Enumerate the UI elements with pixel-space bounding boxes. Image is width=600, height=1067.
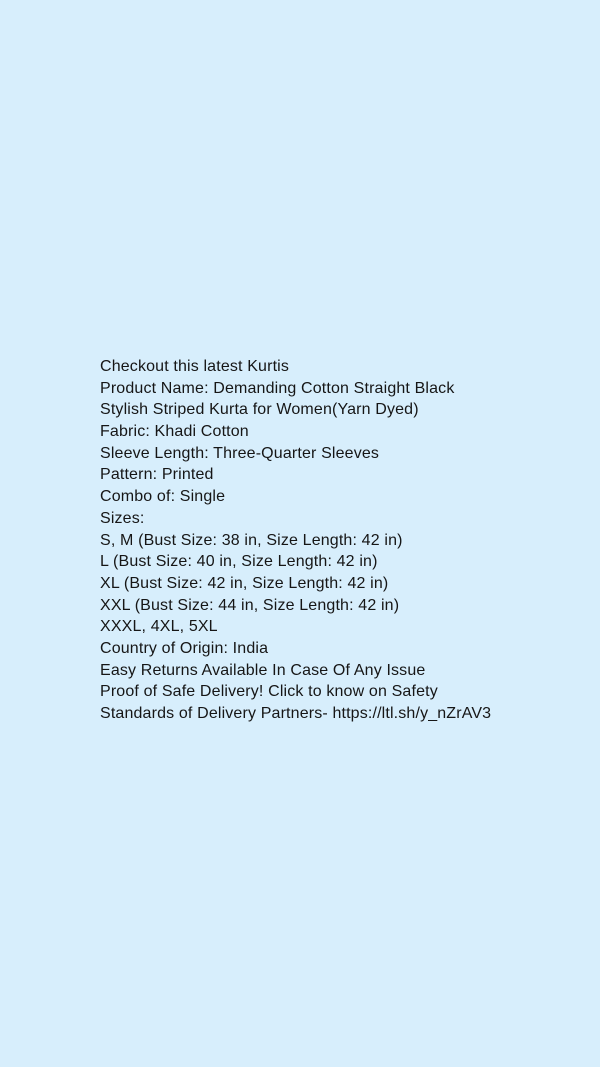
product-description-text <box>100 356 491 725</box>
text-line-easy-returns: Easy Returns Available In Case Of Any Issue <box>100 661 426 679</box>
text-line-sizes-heading: Sizes: <box>100 509 145 527</box>
text-line-checkout: Checkout this latest Kurtis <box>100 358 290 375</box>
text-line-fabric: Fabric: Khadi Cotton <box>100 423 249 441</box>
text-line-size-s-m: S, M (Bust Size: 38 in, Size Length: 42 in) <box>100 531 403 549</box>
text-line-size-xxxl: XXXL, 4XL, 5XL <box>100 618 218 636</box>
text-line-safe-delivery-link: Standards of Delivery Partners- https://ltl.sh/y_nZrAV3 <box>100 705 492 722</box>
text-line-size-l: L (Bust Size: 40 in, Size Length: 42 in) <box>100 553 378 571</box>
text-line-pattern: Pattern: Printed <box>100 466 214 484</box>
text-line-size-xxl: XXL (Bust Size: 44 in, Size Length: 42 in) <box>100 596 400 614</box>
text-line-sleeve-length: Sleeve Length: Three-Quarter Sleeves <box>100 444 380 462</box>
text-line-product-name-1: Product Name: Demanding Cotton Straight Black <box>100 379 455 397</box>
text-line-country-of-origin: Country of Origin: India <box>100 639 269 657</box>
text-line-combo: Combo of: Single <box>100 488 226 506</box>
text-line-safe-delivery-1: Proof of Safe Delivery! Click to know on Safety <box>100 683 438 701</box>
text-line-product-name-2: Stylish Striped Kurta for Women(Yarn Dyed) <box>100 401 419 419</box>
text-line-size-xl: XL (Bust Size: 42 in, Size Length: 42 in) <box>100 574 389 592</box>
